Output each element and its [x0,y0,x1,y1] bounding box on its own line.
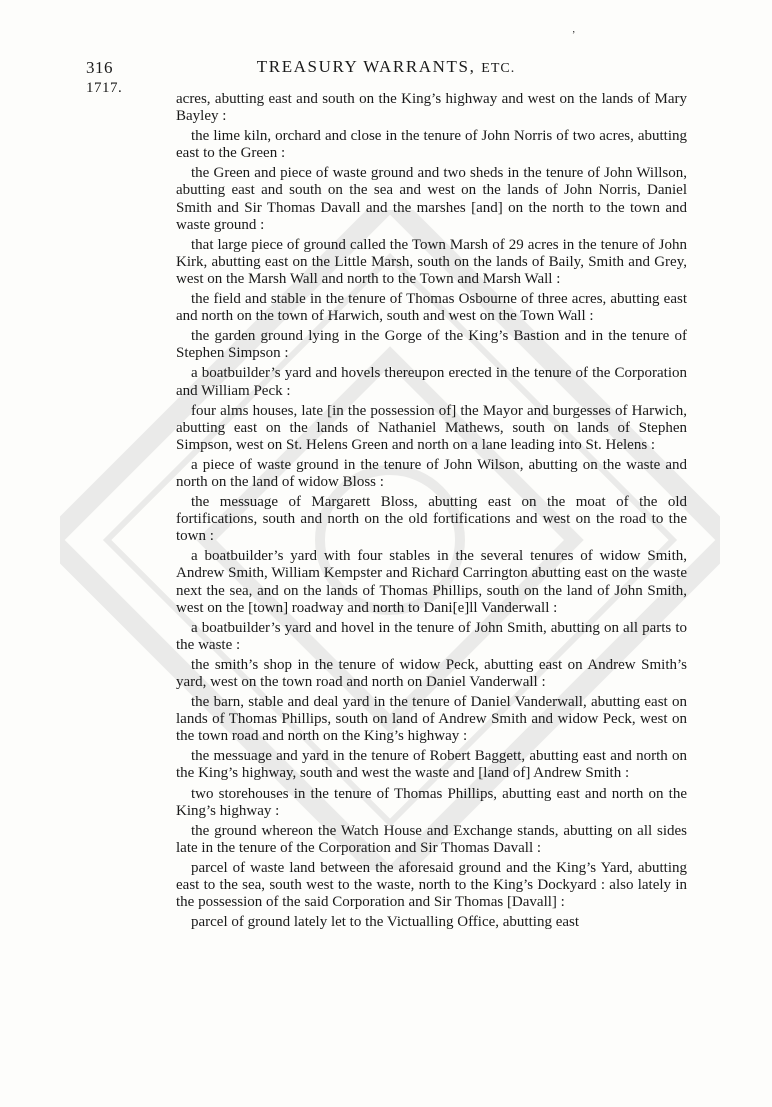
paragraph: a piece of waste ground in the tenure of John Wilson, abutting on the waste and north on the land of widow Bloss : [176,456,687,490]
margin-year: 1717. [86,80,123,96]
paragraph: the garden ground lying in the Gorge of the King’s Bastion and in the tenure of Stephen Simpson : [176,328,687,362]
paragraph: parcel of waste land between the aforesaid ground and the King’s Yard, abutting east to the sea, south west to the waste, north to the King’s Dockyard : also lately in the possession of the said Corporation and Sir Thomas [Davall] : [176,859,687,911]
paragraph: parcel of ground lately let to the Victualling Office, abutting east [191,914,580,931]
running-head [0,57,772,77]
body-text [176,91,687,934]
paragraph: two storehouses in the tenure of Thomas Phillips, abutting east and north on the King’s highway : [176,785,687,819]
page-number: 316 [86,58,113,77]
running-head-etc: ETC. [481,61,516,76]
paragraph: the messuage of Margarett Bloss, abutting east on the moat of the old fortifications, south and north on the old fortifications and west on the road to the town : [176,494,687,545]
paragraph: the lime kiln, orchard and close in the tenure of John Norris of two acres, abutting east to the Green : [176,128,687,162]
stray-mark: ʼ [572,30,576,41]
paragraph: the field and stable in the tenure of Thomas Osbourne of three acres, abutting east and north on the town of Harwich, south and west on the Town Wall : [176,291,687,325]
paragraph: four alms houses, late [in the possession of] the Mayor and burgesses of Harwich, abutting east on the lands of Nathaniel Mathews, south on lands of Stephen Simpson, west on St. Helens Green and north on a lane leading into St. Helens : [176,402,687,453]
running-head-title: TREASURY WARRANTS, [256,57,482,76]
paragraph: the barn, stable and deal yard in the tenure of Daniel Vanderwall, abutting east on lands of Thomas Phillips, south on land of Andrew Smith and widow Peck, west on the town road and north on the King’s highway : [176,694,687,745]
paragraph: acres, abutting east and south on the King’s highway and west on the lands of Mary Bayley : [176,91,687,125]
paragraph: the Green and piece of waste ground and two sheds in the tenure of John Willson, abutting east and south on the sea and west on the lands of John Norris, Daniel Smith and Sir Thomas Davall and the marshes [and] on the north to the town and waste ground : [176,165,687,233]
paragraph: a boatbuilder’s yard and hovels thereupon erected in the tenure of the Corporation and William Peck : [176,365,687,399]
paragraph: the messuage and yard in the tenure of Robert Baggett, abutting east and north on the King’s highway, south and west the waste and [land of] Andrew Smith : [176,748,687,782]
paragraph: a boatbuilder’s yard and hovel in the tenure of John Smith, abutting on all parts to the waste : [176,619,687,653]
paragraph: a boatbuilder’s yard with four stables in the several tenures of widow Smith, Andrew Smith, William Kempster and Richard Carrington abutting east on the waste next the sea, and on the lands of Thomas Phillips, south on the land of John Smith, west on the [town] roadway and north to Dani[e]ll Vanderwall : [176,548,687,616]
paragraph: that large piece of ground called the Town Marsh of 29 acres in the tenure of John Kirk, abutting east on the Little Marsh, south on the lands of Baily, Smith and Grey, west on the Marsh Wall and north to the Town and Marsh Wall : [176,236,687,287]
paragraph: the ground whereon the Watch House and Exchange stands, abutting on all sides late in the tenure of the Corporation and Sir Thomas Davall : [176,822,687,856]
paragraph: the smith’s shop in the tenure of widow Peck, abutting east on Andrew Smith’s yard, west on the town road and north on Daniel Vanderwall : [176,656,687,690]
